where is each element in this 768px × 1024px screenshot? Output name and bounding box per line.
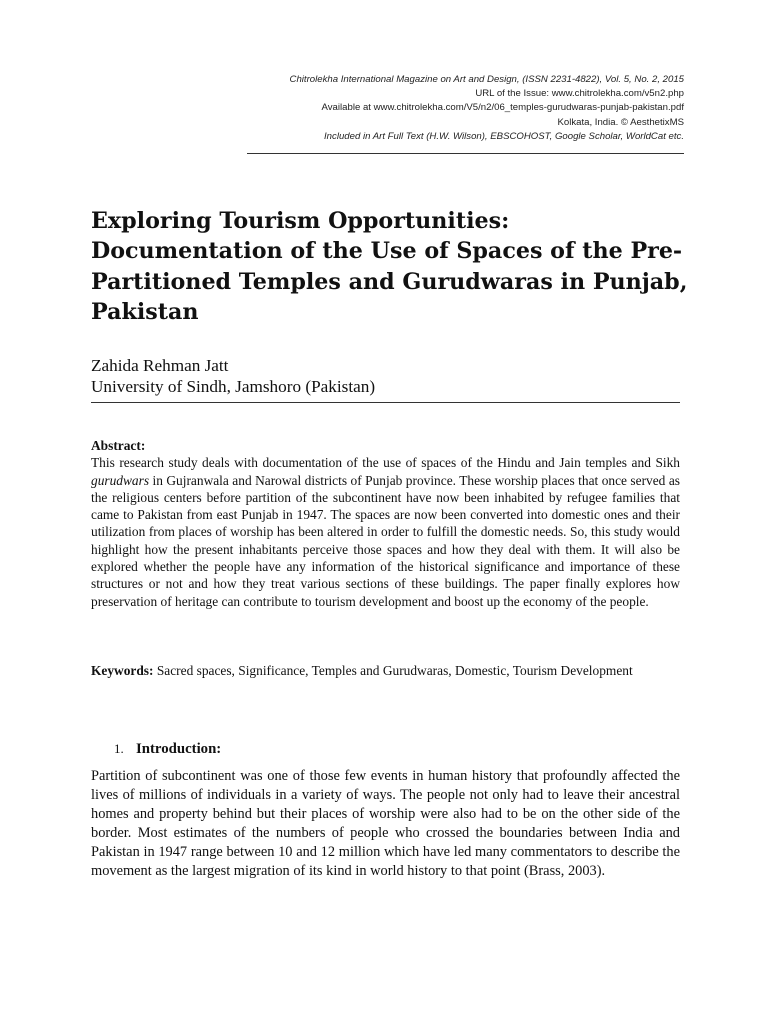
author-divider bbox=[91, 402, 680, 403]
header-divider bbox=[247, 153, 684, 154]
keywords-text: Sacred spaces, Significance, Temples and Gurudwaras, Domestic, Tourism Development bbox=[153, 663, 633, 678]
journal-header bbox=[164, 73, 684, 144]
section-heading-introduction bbox=[114, 740, 221, 758]
section-title: Introduction: bbox=[136, 741, 222, 757]
keywords-label: Keywords: bbox=[91, 663, 154, 678]
indexing-info: Included in Art Full Text (H.W. Wilson), EBSCOHOST, Google Scholar, WorldCat etc. bbox=[324, 130, 684, 142]
author-block bbox=[91, 356, 691, 397]
abstract bbox=[91, 437, 680, 610]
article-url: Available at www.chitrolekha.com/V5/n2/06_temples-gurudwaras-punjab-pakistan.pdf bbox=[321, 102, 684, 114]
abstract-text-part1: This research study deals with documentation of the use of spaces of the Hindu and Jain temples and Sikh bbox=[91, 455, 680, 471]
keywords bbox=[91, 662, 680, 679]
publisher-location: Kolkata, India. © AesthetixMS bbox=[557, 116, 684, 128]
paper-title: Exploring Tourism Opportunities: Documentation of the Use of Spaces of the Pre-Partitioned Temples and Gurudwaras in Punjab, Pakistan bbox=[91, 208, 688, 325]
section-number: 1. bbox=[114, 741, 124, 756]
journal-citation: Chitrolekha International Magazine on Art and Design, (ISSN 2231-4822), Vol. 5, No. 2, 2015 bbox=[289, 74, 684, 85]
author-name: Zahida Rehman Jatt bbox=[91, 356, 229, 375]
abstract-italic-term: gurudwars bbox=[91, 472, 150, 488]
abstract-label: Abstract: bbox=[91, 438, 146, 453]
issue-url: URL of the Issue: www.chitrolekha.com/v5n2.php bbox=[475, 88, 684, 100]
abstract-text-part2: in Gujranwala and Narowal districts of Punjab province. These worship places that once served as the religious centers before partition of the subcontinent have now been inhabited by refugee families that came to Pakistan from east Punjab in 1947. The spaces are now been converted into domestic ones and their utilization from places of worship has been altered in order to fulfill the domestic needs. So, this study would highlight how the present inhabitants perceive those spaces and how they deal with them. It will also be explored whether the people have any information of the historical significance and importance of these structures or not and how they treat various sections of these buildings. The paper finally explores how preservation of heritage can contribute to tourism development and boost up the economy of the people. bbox=[91, 472, 680, 609]
author-affiliation: University of Sindh, Jamshoro (Pakistan) bbox=[91, 376, 376, 396]
intro-paragraph: Partition of subcontinent was one of those few events in human history that profoundly affected the lives of millions of individuals in a variety of ways. The people not only had to leave their ancestral homes and property behind but their places of worship were also had to be on the other side of the border. Most estimates of the numbers of people who crossed the boundaries between India and Pakistan in 1947 range between 10 and 12 million which have led many commentators to describe the movement as the largest migration of its kind in world history to that point (Brass, 2003). bbox=[91, 768, 680, 879]
